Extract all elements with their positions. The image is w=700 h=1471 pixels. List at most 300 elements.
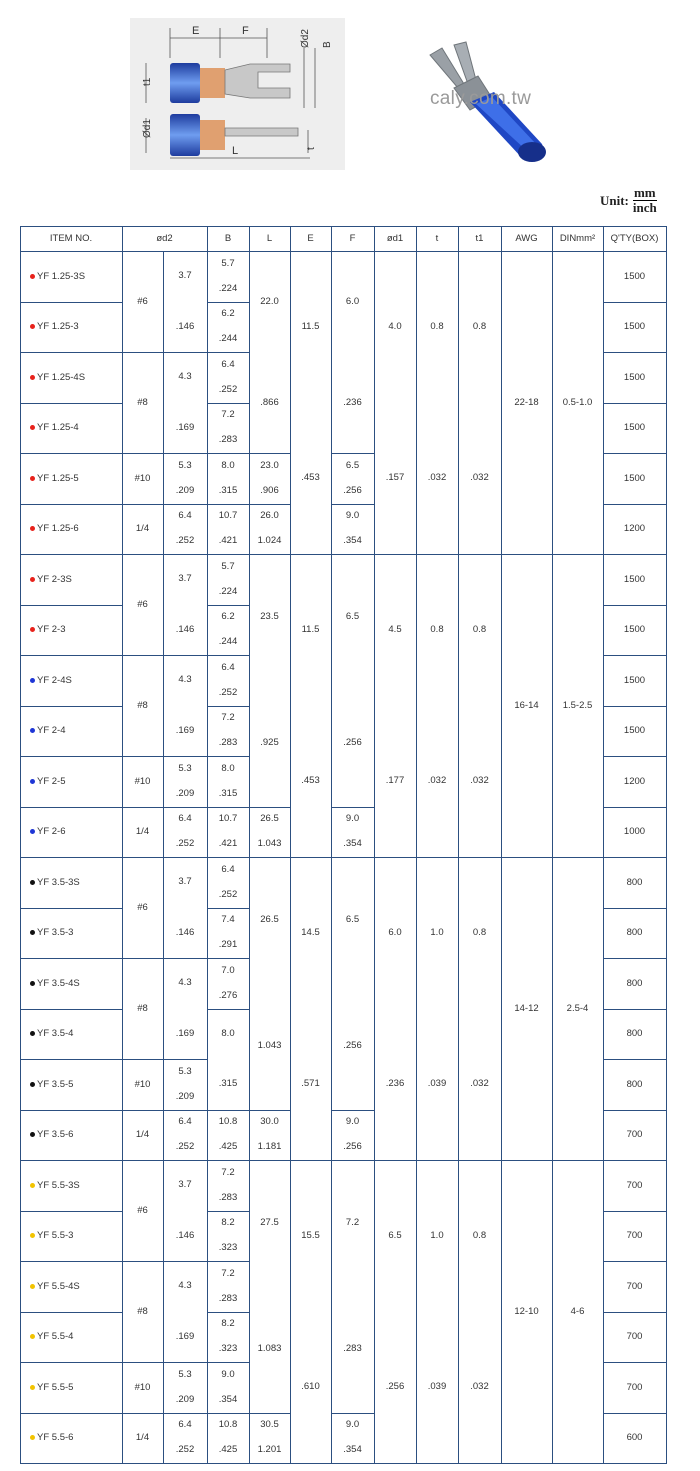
grid-line — [122, 655, 208, 656]
unit-denominator: inch — [632, 200, 657, 215]
l-cell — [249, 1110, 290, 1161]
l-cell-in: 1.043 — [257, 1040, 282, 1052]
grid-line — [603, 1059, 667, 1060]
unit-legend — [600, 186, 657, 215]
b-cell — [207, 807, 249, 858]
f-cell-in: .256 — [343, 737, 362, 749]
qty-value: 1500 — [623, 270, 646, 282]
stud-hole-mm: 4.3 — [178, 371, 192, 383]
stud-hole-mm: 6.4 — [178, 1419, 192, 1431]
b-cell-in: .283 — [218, 434, 238, 446]
stud-hole-in: .209 — [175, 1090, 195, 1102]
grid-line — [249, 1110, 291, 1111]
f-cell-mm: 6.5 — [345, 914, 360, 926]
d1-cell-mm: 4.5 — [388, 623, 402, 635]
column-header: t1 — [475, 233, 484, 244]
f-cell — [331, 807, 374, 858]
b-cell — [207, 857, 249, 908]
grid-line — [20, 1413, 123, 1414]
grid-line — [331, 504, 375, 505]
grid-line — [20, 655, 123, 656]
color-dot-icon — [30, 476, 35, 481]
d1-cell — [374, 1160, 416, 1463]
item-cell — [20, 655, 122, 706]
t1-cell — [458, 857, 501, 1160]
grid-line — [207, 504, 250, 505]
b-cell — [207, 403, 249, 454]
l-cell — [249, 554, 290, 807]
grid-line — [20, 605, 123, 606]
t1-cell-mm: 0.8 — [472, 320, 487, 332]
l-cell-mm: 26.5 — [260, 914, 279, 926]
qty-cell — [603, 908, 666, 959]
grid-line — [20, 352, 123, 353]
stud-hole-cell — [163, 958, 207, 1059]
color-dot-icon — [30, 627, 35, 632]
color-dot-icon — [30, 728, 35, 733]
qty-value: 700 — [626, 1381, 643, 1393]
grid-line — [290, 226, 291, 1464]
color-dot-icon — [30, 375, 35, 380]
item-no: YF 2-5 — [37, 775, 66, 787]
grid-line — [20, 807, 123, 808]
label-e: E — [192, 25, 200, 37]
e-cell-in: .453 — [301, 775, 320, 787]
qty-value: 700 — [626, 1230, 643, 1242]
grid-line — [331, 226, 332, 1464]
l-cell-in: .925 — [260, 737, 279, 749]
unit-fraction — [633, 186, 657, 215]
label-d2: Ød2 — [300, 29, 311, 48]
b-cell-mm: 5.7 — [221, 560, 235, 572]
b-cell-in: .291 — [218, 939, 238, 951]
item-cell — [20, 1211, 122, 1262]
qty-cell — [603, 554, 666, 605]
qty-cell — [603, 453, 666, 504]
e-cell — [290, 251, 331, 554]
f-cell — [331, 1413, 374, 1464]
stud-hole-in: .146 — [175, 320, 195, 332]
grid-line — [207, 1009, 250, 1010]
stud-hole-in: .209 — [175, 787, 195, 799]
b-cell-mm: 6.4 — [221, 358, 235, 370]
f-cell-mm: 9.0 — [345, 1116, 360, 1128]
stud-hole-in: .209 — [175, 484, 195, 496]
qty-cell — [603, 1110, 666, 1161]
color-dot-icon — [30, 930, 35, 935]
grid-line — [207, 756, 250, 757]
b-cell-in: .323 — [218, 1242, 238, 1254]
e-cell-in: .453 — [301, 472, 320, 484]
f-cell — [331, 251, 374, 453]
color-dot-icon — [30, 1082, 35, 1087]
grid-line — [416, 226, 417, 1464]
qty-cell — [603, 1211, 666, 1262]
l-cell-mm: 30.0 — [260, 1116, 279, 1128]
l-cell — [249, 504, 290, 555]
grid-line — [122, 352, 208, 353]
qty-cell — [603, 403, 666, 454]
item-no: YF 1.25-5 — [37, 472, 79, 484]
grid-line — [331, 1413, 375, 1414]
grid-line — [603, 756, 667, 757]
stud-hole-mm: 5.3 — [178, 762, 192, 774]
grid-line — [122, 504, 208, 505]
grid-line — [20, 302, 123, 303]
stud-hole-cell — [163, 756, 207, 807]
watermark: caly.com.tw — [430, 88, 532, 109]
stud-size: #10 — [134, 1078, 151, 1090]
qty-value: 700 — [626, 1331, 643, 1343]
item-no: YF 5.5-3S — [37, 1179, 80, 1191]
stud-size: #8 — [137, 1003, 148, 1014]
item-cell — [20, 958, 122, 1009]
grid-line — [603, 453, 667, 454]
item-no: YF 5.5-3 — [37, 1230, 74, 1242]
b-cell — [207, 908, 249, 959]
l-cell-in: 1.083 — [257, 1343, 282, 1355]
column-header: Q'TY(BOX) — [610, 233, 659, 244]
grid-line — [207, 352, 250, 353]
f-cell-in: .354 — [343, 838, 362, 850]
b-cell-mm: 6.2 — [221, 611, 235, 623]
grid-line — [20, 706, 123, 707]
grid-line — [374, 226, 375, 1464]
stud-hole-cell — [163, 504, 207, 555]
item-no: YF 1.25-6 — [37, 523, 79, 535]
stud-hole-cell — [163, 807, 207, 858]
grid-line — [603, 908, 667, 909]
din-value: 2.5-4 — [566, 1003, 589, 1014]
grid-line — [207, 1413, 250, 1414]
item-cell — [20, 756, 122, 807]
t-cell-mm: 1.0 — [430, 1229, 444, 1241]
qty-value: 1200 — [623, 523, 646, 535]
f-cell — [331, 857, 374, 1110]
qty-value: 1500 — [623, 674, 646, 686]
stud-size-cell — [122, 807, 163, 858]
b-cell — [207, 1009, 249, 1110]
f-cell-in: .256 — [343, 484, 362, 496]
din-value: 1.5-2.5 — [562, 700, 593, 711]
qty-cell — [603, 1413, 666, 1464]
e-cell — [290, 1160, 331, 1463]
b-cell — [207, 655, 249, 706]
f-cell-mm: 6.5 — [345, 459, 360, 471]
grid-line — [207, 807, 250, 808]
b-cell — [207, 1160, 249, 1211]
b-cell-mm: 6.2 — [221, 308, 235, 320]
grid-line — [331, 807, 375, 808]
stud-hole-cell — [163, 655, 207, 756]
e-cell-mm: 11.5 — [301, 623, 320, 635]
column-header: ITEM NO. — [49, 233, 93, 244]
stud-size: 1/4 — [135, 523, 150, 535]
t-cell-in: .032 — [427, 775, 447, 787]
grid-line — [331, 453, 375, 454]
grid-line — [249, 807, 291, 808]
label-l: L — [232, 145, 239, 157]
qty-value: 700 — [626, 1129, 643, 1141]
qty-value: 800 — [626, 977, 643, 989]
din-cell — [552, 251, 603, 554]
grid-line — [20, 1463, 667, 1464]
stud-hole-mm: 5.3 — [178, 1368, 192, 1380]
stud-size-cell — [122, 554, 163, 655]
color-dot-icon — [30, 324, 35, 329]
color-dot-icon — [30, 577, 35, 582]
l-cell-in: .866 — [260, 396, 279, 408]
grid-line — [122, 453, 208, 454]
item-cell — [20, 1312, 122, 1363]
grid-line — [20, 1362, 123, 1363]
grid-line — [122, 958, 208, 959]
b-cell-in: .276 — [218, 989, 238, 1001]
stud-size: #8 — [137, 1306, 148, 1317]
b-cell — [207, 1110, 249, 1161]
column-header: ød2 — [156, 233, 173, 244]
t-cell — [416, 1160, 458, 1463]
f-cell — [331, 504, 374, 555]
item-no: YF 2-4S — [37, 674, 72, 686]
stud-size: #6 — [137, 599, 148, 610]
stud-size-cell — [122, 1110, 163, 1161]
t-cell-mm: 1.0 — [430, 926, 444, 938]
f-cell-mm: 9.0 — [345, 813, 360, 825]
stud-hole-mm: 3.7 — [178, 573, 192, 585]
grid-line — [603, 504, 667, 505]
item-cell — [20, 403, 122, 454]
item-no: YF 3.5-4S — [37, 977, 80, 989]
f-cell — [331, 1110, 374, 1161]
item-cell — [20, 1362, 122, 1413]
grid-line — [603, 1009, 667, 1010]
f-cell-mm: 6.5 — [345, 611, 360, 623]
b-cell-mm: 7.0 — [221, 964, 235, 976]
t1-cell-mm: 0.8 — [472, 1229, 487, 1241]
l-cell-in: 1.201 — [257, 1444, 282, 1456]
stud-size-cell — [122, 504, 163, 555]
item-no: YF 2-3 — [37, 624, 66, 636]
color-dot-icon — [30, 1334, 35, 1339]
color-dot-icon — [30, 981, 35, 986]
l-cell-in: .906 — [260, 484, 279, 496]
b-cell-in: .425 — [218, 1444, 238, 1456]
stud-size: #8 — [137, 700, 148, 711]
t1-cell — [458, 251, 501, 554]
grid-line — [249, 1413, 291, 1414]
b-cell-mm: 10.7 — [218, 813, 238, 825]
t1-cell-in: .032 — [470, 1078, 489, 1090]
t-cell-in: .039 — [427, 1381, 447, 1393]
f-cell-mm: 9.0 — [345, 510, 360, 522]
stud-size-cell — [122, 857, 163, 958]
item-no: YF 2-4 — [37, 725, 66, 737]
stud-size-cell — [122, 1413, 163, 1464]
l-cell-mm: 23.0 — [260, 459, 279, 471]
d1-cell-in: .157 — [385, 472, 405, 484]
grid-line — [122, 1362, 208, 1363]
label-d1: Ød1 — [142, 119, 153, 138]
stud-size: 1/4 — [135, 826, 150, 838]
d1-cell — [374, 857, 416, 1160]
label-t: t — [306, 147, 317, 150]
din-cell — [552, 554, 603, 857]
l-cell-in: 1.024 — [257, 535, 282, 547]
grid-line — [20, 1160, 667, 1161]
qty-cell — [603, 857, 666, 908]
grid-line — [603, 352, 667, 353]
t1-cell-in: .032 — [470, 472, 489, 484]
t-cell-in: .032 — [427, 472, 447, 484]
item-cell — [20, 251, 122, 302]
label-f: F — [242, 25, 249, 37]
b-cell — [207, 605, 249, 656]
qty-cell — [603, 605, 666, 656]
stud-hole-cell — [163, 1059, 207, 1110]
grid-line — [207, 302, 250, 303]
qty-value: 1000 — [623, 826, 646, 838]
column-header: F — [349, 233, 356, 244]
stud-size-cell — [122, 655, 163, 756]
b-cell — [207, 1261, 249, 1312]
d1-cell-mm: 4.0 — [388, 320, 402, 332]
stud-hole-cell — [163, 453, 207, 504]
stud-hole-mm: 6.4 — [178, 813, 192, 825]
grid-line — [458, 226, 459, 1464]
stud-hole-cell — [163, 1362, 207, 1413]
e-cell-mm: 14.5 — [301, 926, 320, 938]
item-cell — [20, 706, 122, 757]
grid-line — [249, 453, 291, 454]
f-cell — [331, 1160, 374, 1413]
grid-line — [207, 1211, 250, 1212]
item-no: YF 2-6 — [37, 826, 66, 838]
awg-value: 12-10 — [514, 1306, 539, 1317]
e-cell-mm: 15.5 — [301, 1229, 320, 1241]
stud-hole-cell — [163, 1110, 207, 1161]
item-cell — [20, 1009, 122, 1060]
b-cell-in: .323 — [218, 1343, 238, 1355]
stud-hole-in: .252 — [175, 1444, 195, 1456]
item-no: YF 1.25-3 — [37, 321, 79, 333]
b-cell-mm: 7.2 — [221, 1166, 235, 1178]
qty-cell — [603, 1362, 666, 1413]
e-cell-in: .571 — [301, 1078, 320, 1090]
b-cell-in: .315 — [218, 484, 238, 496]
item-no: YF 5.5-6 — [37, 1432, 74, 1444]
grid-line — [20, 857, 667, 858]
qty-cell — [603, 958, 666, 1009]
qty-cell — [603, 807, 666, 858]
b-cell — [207, 453, 249, 504]
grid-line — [20, 1009, 123, 1010]
grid-line — [20, 1110, 123, 1111]
d1-cell-mm: 6.5 — [388, 1229, 402, 1241]
d1-cell-in: .236 — [385, 1078, 405, 1090]
f-cell — [331, 554, 374, 807]
column-header: DINmm² — [559, 233, 596, 244]
awg-value: 16-14 — [514, 700, 539, 711]
item-cell — [20, 1059, 122, 1110]
item-no: YF 3.5-3S — [37, 876, 80, 888]
grid-line — [207, 958, 250, 959]
l-cell-in: 1.043 — [257, 838, 282, 850]
color-dot-icon — [30, 779, 35, 784]
f-cell-in: .283 — [343, 1343, 362, 1355]
t1-cell — [458, 1160, 501, 1463]
stud-size: #10 — [134, 775, 151, 787]
color-dot-icon — [30, 1183, 35, 1188]
l-cell-in: 1.181 — [257, 1141, 282, 1153]
qty-cell — [603, 504, 666, 555]
item-cell — [20, 504, 122, 555]
item-cell — [20, 807, 122, 858]
grid-line — [20, 403, 123, 404]
stud-hole-cell — [163, 1261, 207, 1362]
grid-line — [207, 908, 250, 909]
item-cell — [20, 554, 122, 605]
b-cell-mm: 7.4 — [221, 914, 235, 926]
stud-size: #6 — [137, 1205, 148, 1216]
qty-cell — [603, 706, 666, 757]
grid-line — [249, 504, 291, 505]
qty-cell — [603, 1160, 666, 1211]
l-cell-mm: 26.5 — [260, 813, 279, 825]
item-no: YF 3.5-6 — [37, 1129, 74, 1141]
stud-hole-in: .169 — [175, 1330, 195, 1342]
label-b: B — [322, 41, 333, 48]
grid-line — [331, 1110, 375, 1111]
grid-line — [603, 1110, 667, 1111]
color-dot-icon — [30, 425, 35, 430]
color-dot-icon — [30, 880, 35, 885]
b-cell-mm: 6.4 — [221, 863, 235, 875]
t-cell — [416, 857, 458, 1160]
grid-line — [603, 1413, 667, 1414]
qty-cell — [603, 655, 666, 706]
stud-hole-mm: 4.3 — [178, 1280, 192, 1292]
b-cell-mm: 6.4 — [221, 661, 235, 673]
qty-value: 800 — [626, 1028, 643, 1040]
item-no: YF 1.25-3S — [37, 270, 86, 282]
awg-cell — [501, 251, 552, 554]
grid-line — [552, 226, 553, 1464]
grid-line — [603, 706, 667, 707]
grid-line — [122, 1059, 208, 1060]
b-cell-in: .252 — [218, 686, 238, 698]
l-cell-mm: 30.5 — [260, 1419, 279, 1431]
grid-line — [501, 226, 502, 1464]
item-cell — [20, 1413, 122, 1464]
item-cell — [20, 605, 122, 656]
b-cell-in: .421 — [218, 535, 238, 547]
grid-line — [122, 1110, 208, 1111]
grid-line — [20, 908, 123, 909]
stud-size-cell — [122, 1362, 163, 1413]
color-dot-icon — [30, 1385, 35, 1390]
qty-value: 800 — [626, 1078, 643, 1090]
l-cell — [249, 1413, 290, 1464]
b-cell — [207, 504, 249, 555]
grid-line — [207, 403, 250, 404]
b-cell-mm: 8.0 — [221, 459, 235, 471]
stud-hole-mm: 6.4 — [178, 510, 192, 522]
grid-line — [20, 1059, 123, 1060]
item-cell — [20, 352, 122, 403]
t-cell — [416, 554, 458, 857]
grid-line — [249, 226, 250, 1464]
